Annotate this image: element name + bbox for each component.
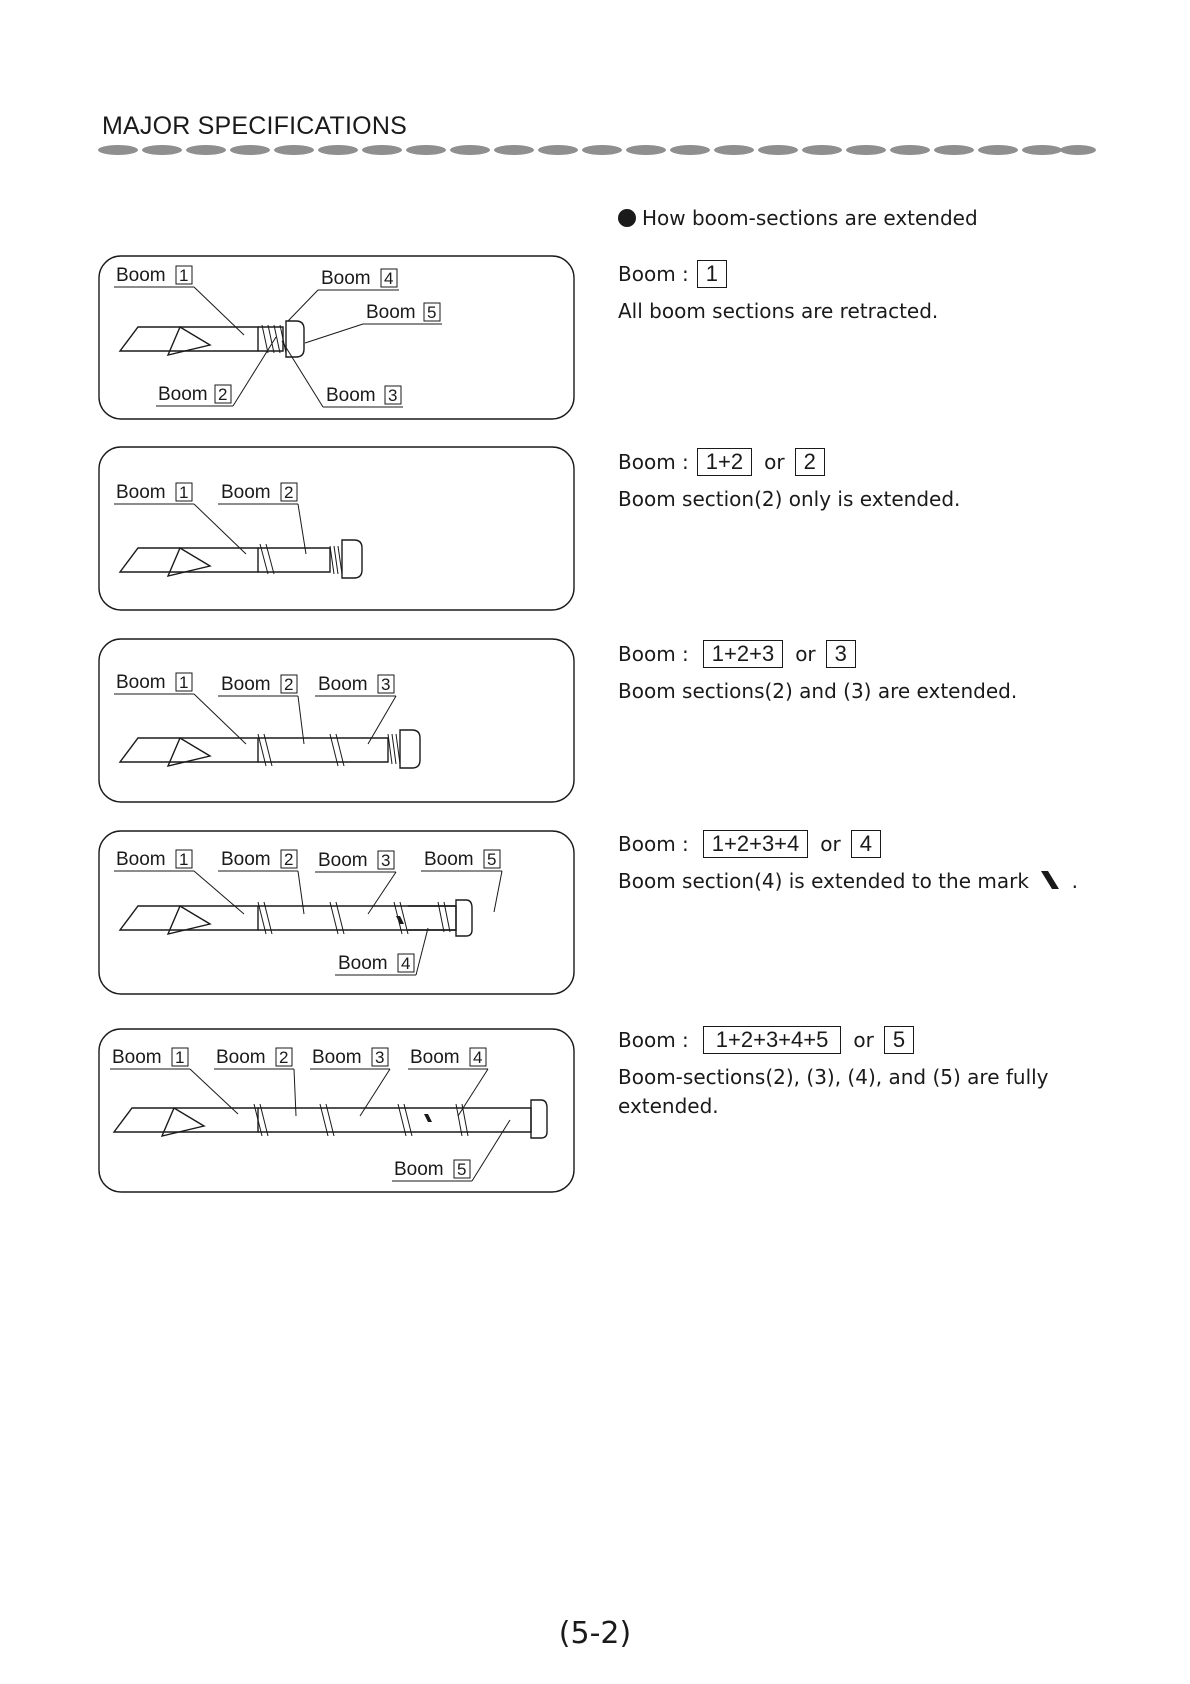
boom-code-single: 3	[826, 640, 856, 668]
svg-text:Boom: Boom	[216, 1047, 266, 1068]
boom-prefix: Boom :	[618, 1027, 689, 1052]
callout-boom-5	[305, 302, 442, 343]
boom-illustration	[114, 1100, 547, 1138]
svg-text:Boom: Boom	[321, 268, 371, 289]
svg-text:Boom: Boom	[158, 384, 208, 405]
svg-text:1: 1	[179, 850, 189, 869]
extension-mark-icon	[424, 1114, 432, 1122]
svg-text:Boom: Boom	[366, 302, 416, 323]
boom-prefix: Boom :	[618, 261, 689, 286]
svg-text:1: 1	[179, 266, 189, 285]
callout-boom-3	[282, 341, 403, 407]
svg-text:3: 3	[388, 386, 398, 405]
svg-text:Boom: Boom	[326, 385, 376, 406]
or-label: or	[820, 831, 841, 856]
boom-diagram-full	[98, 1028, 575, 1193]
boom-illustration	[120, 321, 304, 357]
svg-text:2: 2	[218, 385, 228, 404]
svg-text:1: 1	[179, 483, 189, 502]
extension-mark-icon	[1039, 869, 1061, 891]
or-label: or	[764, 449, 785, 474]
callout-boom-2	[218, 674, 304, 744]
svg-text:5: 5	[457, 1160, 467, 1179]
svg-text:Boom: Boom	[116, 672, 166, 693]
boom-code-single: 5	[884, 1026, 914, 1054]
callout-boom-3	[315, 674, 396, 744]
callout-boom-2	[218, 482, 306, 554]
svg-text:2: 2	[284, 483, 294, 502]
step-text: Boom section(2) only is extended.	[618, 487, 961, 511]
callout-boom-5	[392, 1120, 510, 1181]
svg-text:4: 4	[473, 1048, 483, 1067]
callout-boom-3	[310, 1047, 390, 1116]
svg-text:Boom: Boom	[394, 1159, 444, 1180]
boom-illustration	[120, 730, 420, 768]
boom-diagram-section3	[98, 638, 575, 803]
callout-boom-4	[408, 1047, 488, 1116]
step-5-description	[618, 1024, 1098, 1121]
svg-text:4: 4	[401, 954, 411, 973]
svg-text:1: 1	[179, 673, 189, 692]
svg-text:Boom: Boom	[116, 482, 166, 503]
svg-text:2: 2	[284, 850, 294, 869]
svg-text:2: 2	[284, 675, 294, 694]
svg-text:Boom: Boom	[116, 849, 166, 870]
svg-text:Boom: Boom	[221, 674, 271, 695]
step-text	[618, 867, 1098, 896]
callout-boom-3	[315, 850, 396, 914]
svg-text:Boom: Boom	[410, 1047, 460, 1068]
boom-prefix: Boom :	[618, 641, 689, 666]
callout-boom-2	[218, 849, 304, 914]
step-text: Boom sections(2) and (3) are extended.	[618, 679, 1018, 703]
step-2-description	[618, 446, 1098, 514]
intro-text: How boom-sections are extended	[642, 206, 978, 230]
boom-illustration	[120, 540, 362, 578]
svg-text:Boom: Boom	[116, 265, 166, 286]
step-3-description	[618, 638, 1098, 706]
bullet-icon	[618, 209, 636, 227]
boom-prefix: Boom :	[618, 449, 689, 474]
svg-text:Boom: Boom	[221, 849, 271, 870]
svg-text:3: 3	[381, 675, 391, 694]
callout-boom-5	[421, 849, 502, 912]
boom-code-combined: 1+2+3+4	[703, 830, 808, 858]
svg-text:Boom: Boom	[424, 849, 474, 870]
svg-text:5: 5	[487, 850, 497, 869]
svg-text:2: 2	[279, 1048, 289, 1067]
svg-text:1: 1	[175, 1048, 185, 1067]
svg-text:Boom: Boom	[318, 674, 368, 695]
step-1-description	[618, 258, 1098, 326]
step-text-body: Boom section(4) is extended to the mark	[618, 869, 1029, 893]
svg-text:Boom: Boom	[112, 1047, 162, 1068]
boom-illustration	[120, 900, 472, 936]
callout-boom-2	[214, 1047, 296, 1116]
svg-text:Boom: Boom	[312, 1047, 362, 1068]
boom-diagram-section2	[98, 446, 575, 611]
boom-prefix: Boom :	[618, 831, 689, 856]
svg-text:5: 5	[427, 303, 437, 322]
step-4-description	[618, 828, 1098, 896]
callout-boom-4	[335, 928, 428, 975]
boom-diagram-retracted	[98, 255, 575, 420]
boom-code-combined: 1+2+3+4+5	[703, 1026, 842, 1054]
boom-code-combined: 1	[697, 260, 727, 288]
svg-text:3: 3	[375, 1048, 385, 1067]
svg-text:Boom: Boom	[338, 953, 388, 974]
or-label: or	[853, 1027, 874, 1052]
boom-code-combined: 1+2	[697, 448, 752, 476]
step-text: All boom sections are retracted.	[618, 299, 939, 323]
step-text-end: .	[1071, 869, 1078, 893]
boom-code-single: 2	[795, 448, 825, 476]
svg-text:4: 4	[384, 269, 394, 288]
or-label: or	[795, 641, 816, 666]
extension-mark-icon	[396, 916, 404, 924]
intro-line	[618, 206, 978, 230]
page-number: (5-2)	[558, 1616, 632, 1651]
boom-code-single: 4	[851, 830, 881, 858]
svg-text:Boom: Boom	[318, 850, 368, 871]
svg-text:3: 3	[381, 851, 391, 870]
dashed-title-rule	[98, 142, 1098, 158]
boom-code-combined: 1+2+3	[703, 640, 783, 668]
callout-boom-1	[114, 265, 244, 335]
step-text: Boom-sections(2), (3), (4), and (5) are fully extended.	[618, 1065, 1049, 1118]
svg-text:Boom: Boom	[221, 482, 271, 503]
page-title: MAJOR SPECIFICATIONS	[102, 112, 407, 140]
boom-diagram-section4	[98, 830, 575, 995]
